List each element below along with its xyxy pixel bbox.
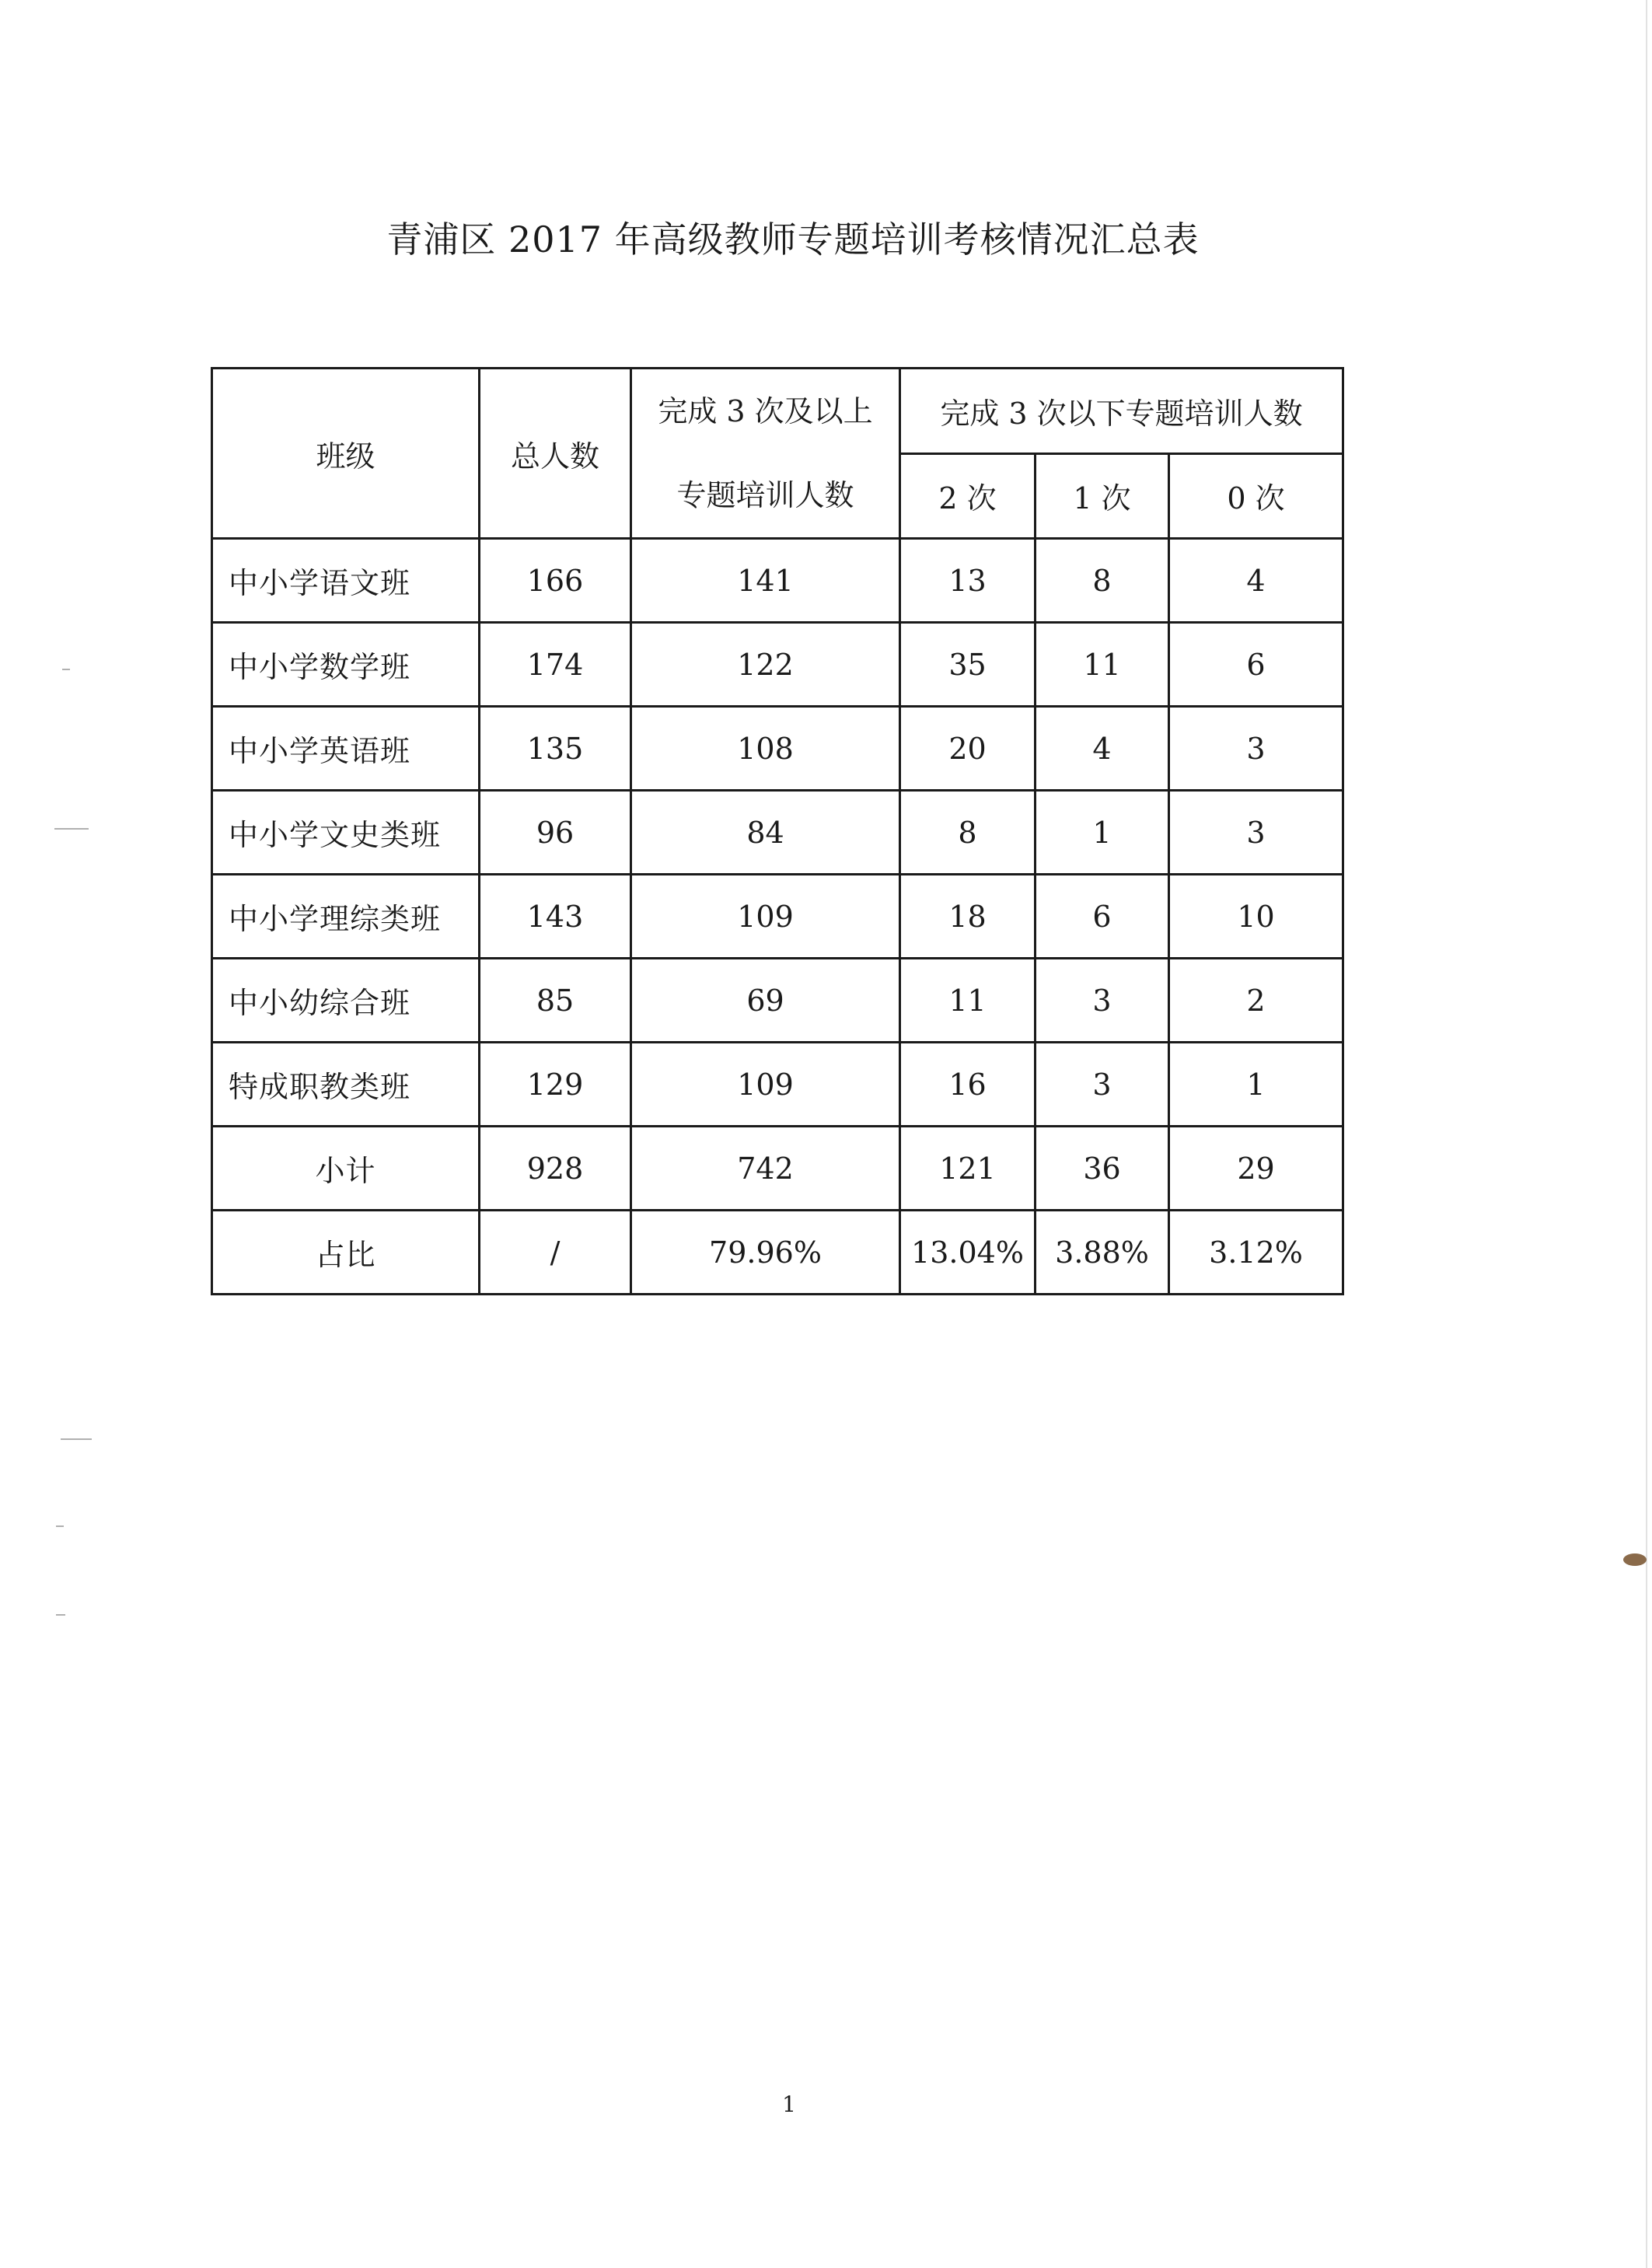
one-time-cell: 3 (1036, 1043, 1169, 1127)
header-completed (631, 369, 900, 539)
completed-cell: 141 (631, 539, 900, 623)
header-total: 总人数 (480, 369, 631, 539)
table-row (212, 791, 1343, 875)
scan-dash (61, 1438, 92, 1440)
table-row (212, 959, 1343, 1043)
scan-edge-shadow (1646, 0, 1647, 2268)
header-below-group: 完成 3 次以下专题培训人数 (900, 369, 1343, 454)
total-cell: 135 (480, 707, 631, 791)
class-name-cell: 中小学文史类班 (212, 791, 480, 875)
subtotal-row (212, 1127, 1343, 1211)
ratio-total: / (480, 1211, 631, 1295)
completed-cell: 108 (631, 707, 900, 791)
completed-cell: 109 (631, 1043, 900, 1127)
class-name-cell: 中小学理综类班 (212, 875, 480, 959)
two-times-cell: 35 (900, 623, 1036, 707)
header-completed-line2: 专题培训人数 (676, 478, 854, 512)
two-times-cell: 13 (900, 539, 1036, 623)
zero-times-cell: 4 (1169, 539, 1343, 623)
scan-smudge (1623, 1553, 1647, 1566)
scan-dash (56, 1614, 65, 1616)
completed-cell: 69 (631, 959, 900, 1043)
two-times-cell: 11 (900, 959, 1036, 1043)
subtotal-label: 小计 (212, 1127, 480, 1211)
class-name-cell: 特成职教类班 (212, 1043, 480, 1127)
total-cell: 143 (480, 875, 631, 959)
header-one: 1 次 (1036, 453, 1169, 539)
zero-times-cell: 3 (1169, 791, 1343, 875)
zero-times-cell: 3 (1169, 707, 1343, 791)
scan-dash (56, 1525, 64, 1527)
summary-table (211, 367, 1344, 1295)
subtotal-two: 121 (900, 1127, 1036, 1211)
two-times-cell: 16 (900, 1043, 1036, 1127)
class-name-cell: 中小幼综合班 (212, 959, 480, 1043)
table-row (212, 875, 1343, 959)
total-cell: 129 (480, 1043, 631, 1127)
total-cell: 174 (480, 623, 631, 707)
header-two: 2 次 (900, 453, 1036, 539)
zero-times-cell: 2 (1169, 959, 1343, 1043)
one-time-cell: 11 (1036, 623, 1169, 707)
table-row (212, 1043, 1343, 1127)
one-time-cell: 6 (1036, 875, 1169, 959)
table-row (212, 539, 1343, 623)
one-time-cell: 1 (1036, 791, 1169, 875)
subtotal-total: 928 (480, 1127, 631, 1211)
total-cell: 166 (480, 539, 631, 623)
class-name-cell: 中小学英语班 (212, 707, 480, 791)
header-row-top (212, 369, 1343, 454)
scan-dash (62, 669, 70, 670)
page-title: 青浦区 2017 年高级教师专题培训考核情况汇总表 (386, 218, 1200, 260)
zero-times-cell: 1 (1169, 1043, 1343, 1127)
two-times-cell: 18 (900, 875, 1036, 959)
completed-cell: 122 (631, 623, 900, 707)
table-row (212, 623, 1343, 707)
scan-dash (54, 828, 89, 830)
subtotal-completed: 742 (631, 1127, 900, 1211)
class-name-cell: 中小学数学班 (212, 623, 480, 707)
ratio-completed: 79.96% (631, 1211, 900, 1295)
zero-times-cell: 6 (1169, 623, 1343, 707)
subtotal-zero: 29 (1169, 1127, 1343, 1211)
ratio-row (212, 1211, 1343, 1295)
one-time-cell: 8 (1036, 539, 1169, 623)
two-times-cell: 20 (900, 707, 1036, 791)
table-row (212, 707, 1343, 791)
page-number: 1 (782, 2092, 796, 2117)
zero-times-cell: 10 (1169, 875, 1343, 959)
one-time-cell: 4 (1036, 707, 1169, 791)
total-cell: 85 (480, 959, 631, 1043)
ratio-label: 占比 (212, 1211, 480, 1295)
completed-cell: 109 (631, 875, 900, 959)
ratio-zero: 3.12% (1169, 1211, 1343, 1295)
two-times-cell: 8 (900, 791, 1036, 875)
ratio-one: 3.88% (1036, 1211, 1169, 1295)
header-class: 班级 (212, 369, 480, 539)
one-time-cell: 3 (1036, 959, 1169, 1043)
header-zero: 0 次 (1169, 453, 1343, 539)
subtotal-one: 36 (1036, 1127, 1169, 1211)
completed-cell: 84 (631, 791, 900, 875)
class-name-cell: 中小学语文班 (212, 539, 480, 623)
total-cell: 96 (480, 791, 631, 875)
ratio-two: 13.04% (900, 1211, 1036, 1295)
header-completed-line1: 完成 3 次及以上 (658, 394, 873, 428)
